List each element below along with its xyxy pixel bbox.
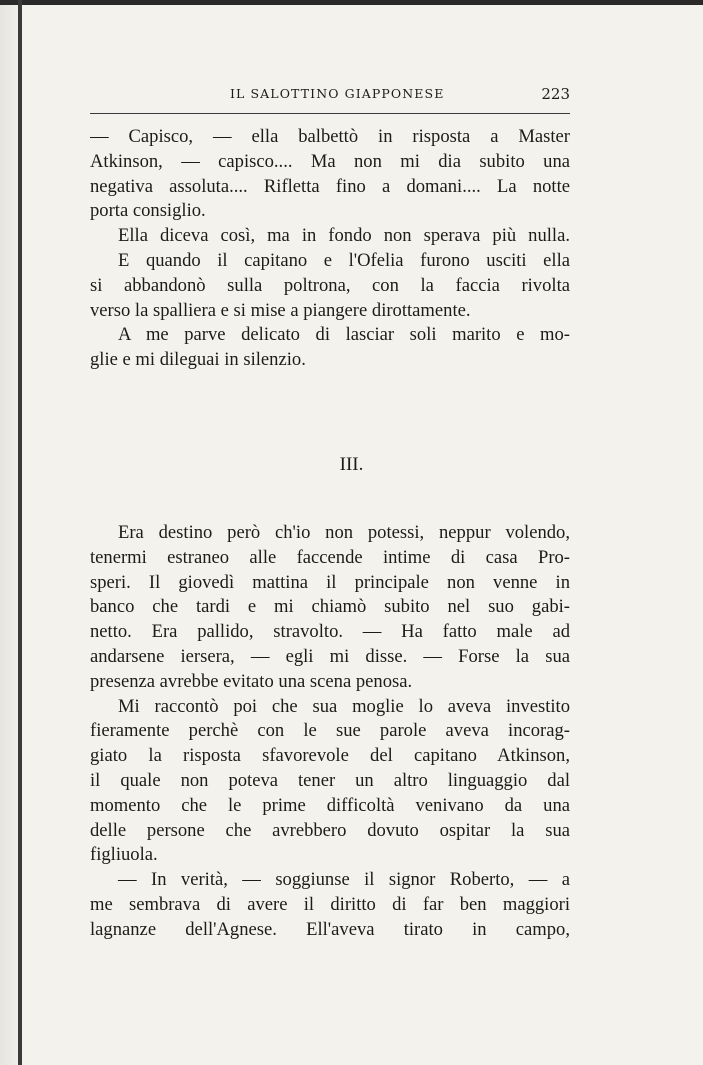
page-number: 223 — [541, 85, 570, 103]
text-line: delle persone che avrebbero dovuto ospitar la sua — [90, 819, 570, 841]
text-line: netto. Era pallido, stravolto. — Ha fatto male ad — [90, 621, 570, 643]
text-line: A me parve delicato di lasciar soli marito e mo- — [118, 324, 570, 346]
text-line: fieramente perchè con le sue parole aveva incorag- — [90, 720, 570, 742]
text-line: speri. Il giovedì mattina il principale non venne in — [90, 571, 570, 593]
page-header — [90, 86, 570, 108]
text-line: glie e mi dileguai in silenzio. — [90, 349, 306, 371]
text-line: me sembrava di avere il diritto di far ben maggiori — [90, 893, 570, 915]
text-line: si abbandonò sulla poltrona, con la faccia rivolta — [90, 274, 570, 296]
text-line: E quando il capitano e l'Ofelia furono usciti ella — [118, 249, 570, 271]
text-line: figliuola. — [90, 844, 158, 866]
text-line: andarsene iersera, — egli mi disse. — Forse la sua — [90, 645, 570, 667]
section-heading: III. — [339, 454, 364, 475]
scan-left-edge — [18, 0, 22, 1065]
text-line: Atkinson, — capisco.... Ma non mi dia subito una — [90, 150, 570, 172]
text-line: verso la spalliera e si mise a piangere dirottamente. — [90, 299, 471, 321]
text-line: giato la risposta sfavorevole del capitano Atkinson, — [90, 745, 570, 767]
scan-top-edge — [0, 0, 703, 5]
text-line: negativa assoluta.... Rifletta fino a domani.... La notte — [90, 175, 570, 197]
text-block-before-section — [90, 125, 570, 373]
text-line: lagnanze dell'Agnese. Ell'aveva tirato in campo, — [90, 918, 570, 940]
text-line: — Capisco, — ella balbettò in risposta a Master — [90, 126, 570, 147]
text-line: presenza avrebbe evitato una scena penosa. — [90, 670, 413, 692]
text-line: il quale non poteva tener un altro linguaggio dal — [90, 769, 570, 791]
text-line: Era destino però ch'io non potessi, neppur volendo, — [118, 522, 570, 543]
text-line: banco che tardi e mi chiamò subito nel suo gabi- — [90, 596, 570, 618]
text-line: Ella diceva così, ma in fondo non sperava più nulla. — [118, 225, 570, 247]
page-gutter-shadow — [0, 0, 18, 1065]
text-line: Mi raccontò poi che sua moglie lo aveva investito — [118, 695, 570, 717]
running-title: IL SALOTTINO GIAPPONESE — [230, 86, 445, 101]
text-block-after-section — [90, 521, 570, 943]
text-line: momento che le prime difficoltà venivano da una — [90, 794, 570, 816]
text-line: — In verità, — soggiunse il signor Roberto, — a — [118, 869, 570, 891]
text-line: tenermi estraneo alle faccende intime di casa Pro- — [90, 546, 570, 568]
text-line: porta consiglio. — [90, 200, 206, 222]
header-rule — [90, 113, 570, 114]
